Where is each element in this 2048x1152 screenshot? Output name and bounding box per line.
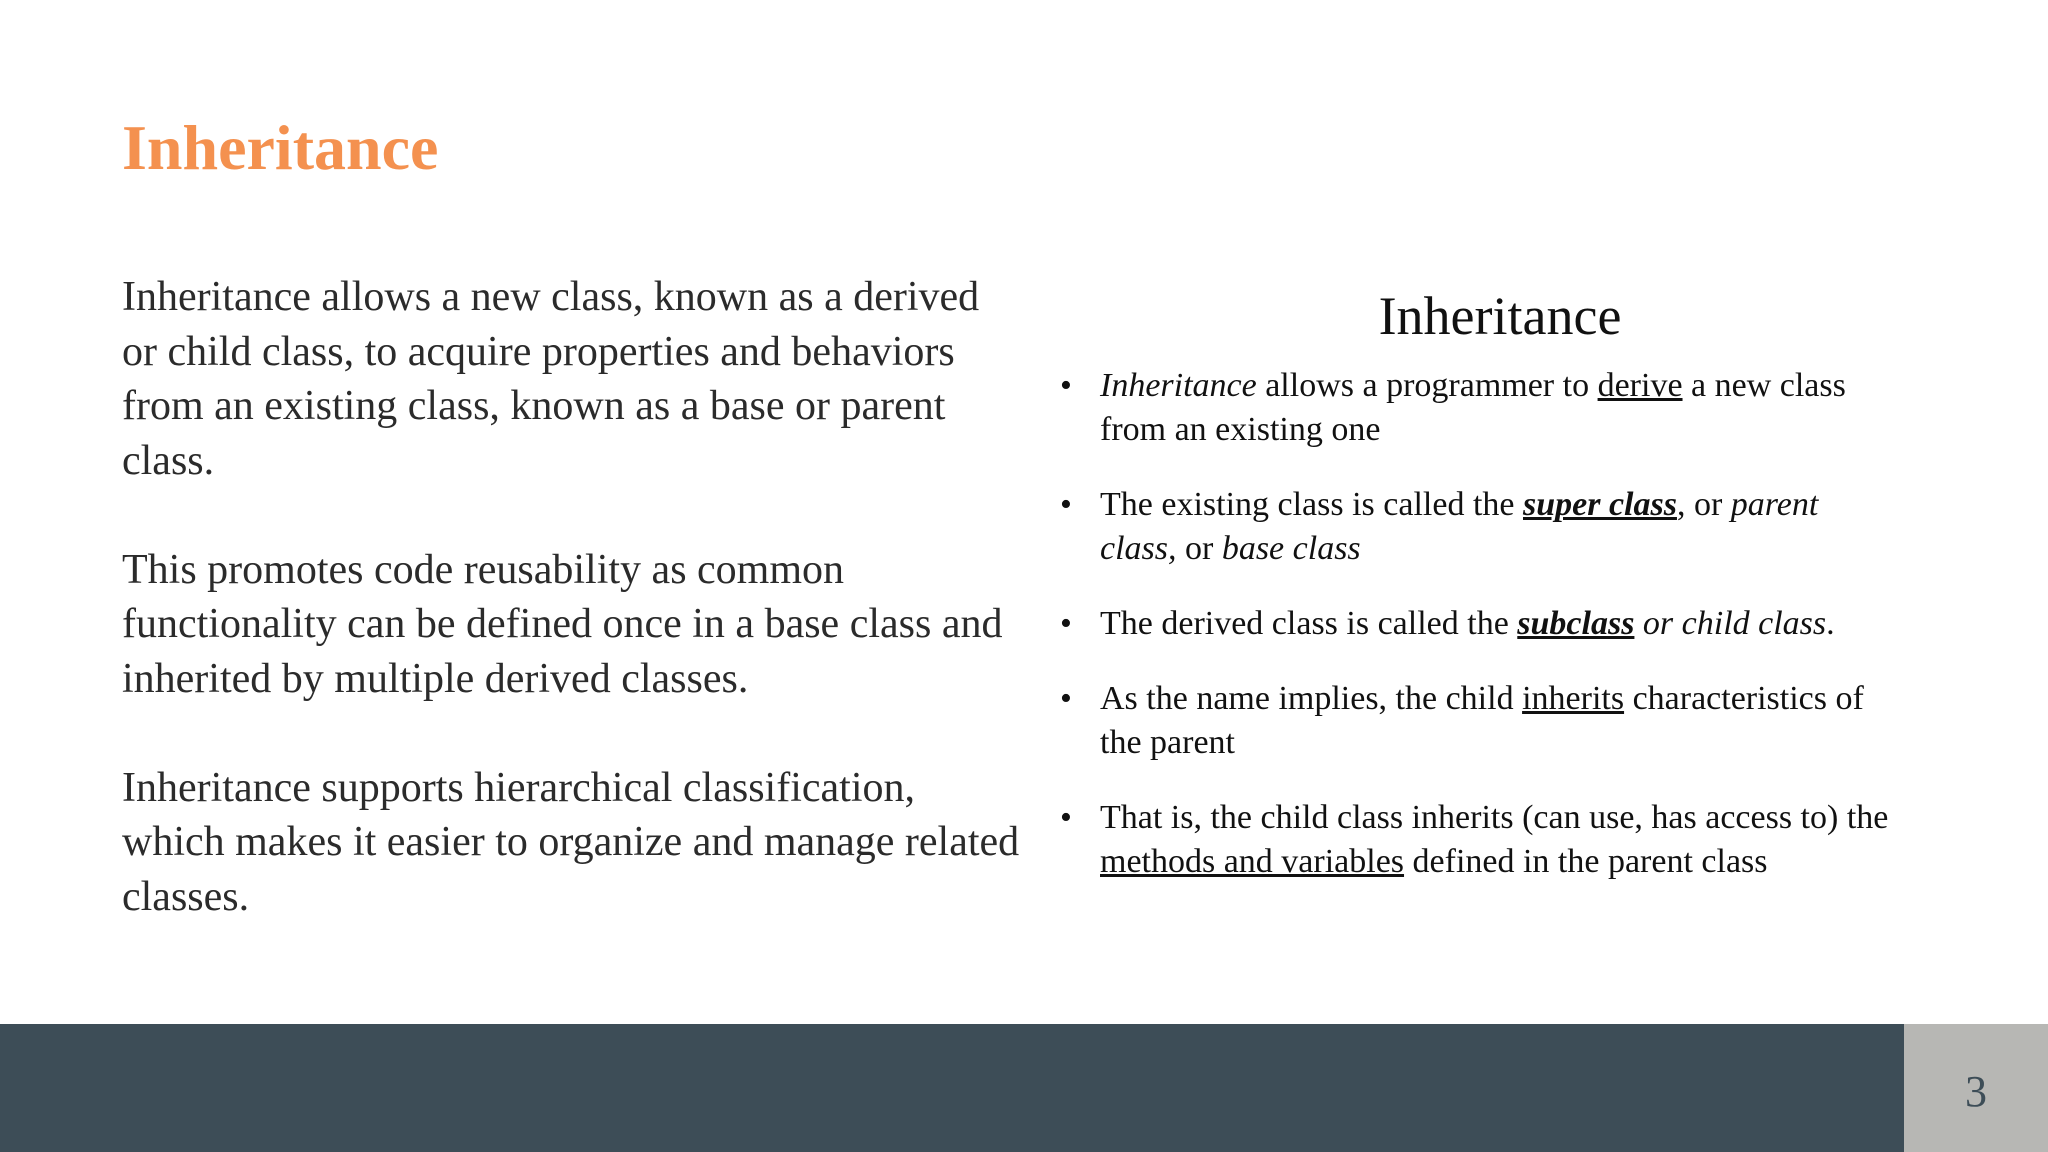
bullet-segment: derive [1597,367,1683,404]
bullet-text [1100,799,1888,880]
bullet-text [1100,367,1846,448]
page-number-box [1904,1024,2048,1152]
footer-bar [0,1024,1904,1152]
figure-title: Inheritance [1378,286,1622,346]
bullet-segment: subclass [1517,605,1635,642]
bullet-segment: or child class [1634,605,1827,642]
bullet-segment: parent class, [1100,486,1819,567]
bullet-text [1100,486,1818,567]
bullet-segment: or [1176,530,1222,567]
bullet-dot-icon: • [1060,605,1072,642]
bullet-dot-icon: • [1060,486,1072,523]
bullet-segment: methods and variables [1100,843,1405,880]
inheritance-figure [1060,280,1900,915]
bullet-segment: As the name implies, the child [1100,680,1523,717]
figure-bullet [1060,677,1900,765]
bullet-segment: The derived class is called the [1100,605,1518,642]
paragraph-hierarchy: Inheritance supports hierarchical classification, which makes it easier to organize and manage related classes. [122,764,1020,920]
bullet-segment: defined in the parent class [1404,843,1768,880]
bullet-segment: The existing class is called the [1100,486,1523,523]
bullet-segment: , or [1676,486,1731,523]
bullet-segment: That is, the child class inherits (can use, has access to) the [1100,799,1889,836]
bullet-text [1100,605,1835,642]
bullet-segment: inherits [1522,680,1625,717]
bullet-segment: . [1826,605,1835,642]
figure-bullet [1060,483,1900,571]
figure-bullet [1060,602,1900,646]
paragraph-definition: Inheritance allows a new class, known as a derived or child class, to acquire properties and behaviors from an existing class, known as a base or parent class. [122,274,980,484]
figure-bullet [1060,364,1900,452]
bullet-text [1100,680,1864,761]
figure-bullet [1060,796,1900,884]
bullet-segment: super class [1523,486,1677,523]
bullet-segment: Inheritance [1100,367,1257,404]
slide-title: Inheritance [122,112,439,183]
bullet-segment: allows a programmer to [1256,367,1598,404]
bullet-segment: a new class from an existing one [1100,367,1846,448]
figure-bullet-list [1060,364,1900,884]
paragraph-reusability: This promotes code reusability as common functionality can be defined once in a base class and inherited by multiple derived classes. [122,546,1003,702]
bullet-segment: characteristics of the parent [1100,680,1864,761]
bullet-segment: base class [1221,530,1361,567]
body-text [122,270,1022,979]
page-number: 3 [1965,1067,1987,1116]
bullet-dot-icon: • [1060,799,1072,836]
bullet-dot-icon: • [1060,680,1072,717]
bullet-dot-icon: • [1060,367,1072,404]
